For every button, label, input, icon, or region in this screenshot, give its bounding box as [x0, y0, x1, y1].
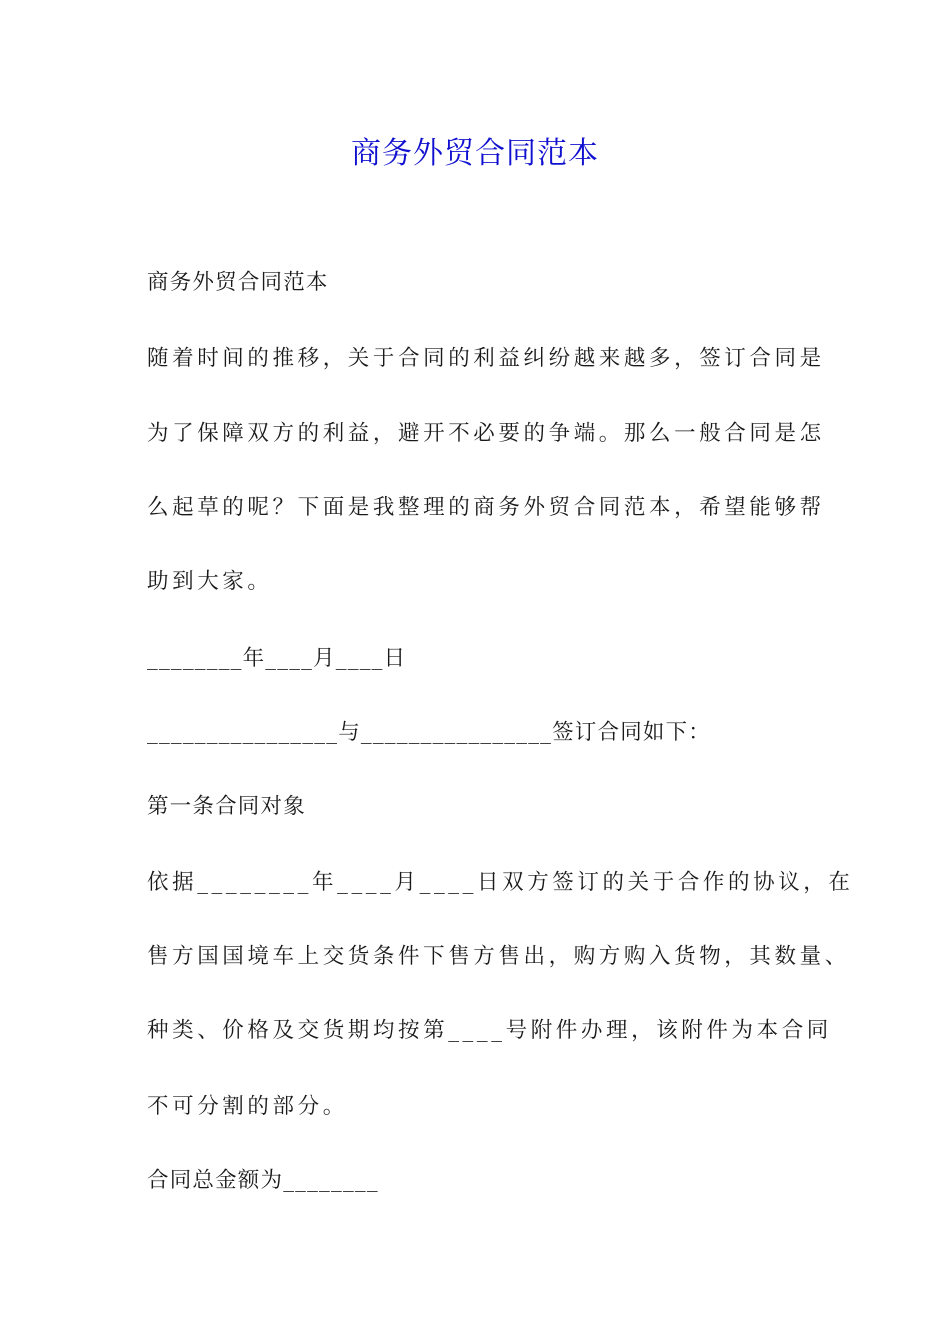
paragraph-line: 售方国国境车上交货条件下售方售出，购方购入货物，其数量、	[147, 944, 850, 969]
paragraph-line: 不可分割的部分。	[147, 1094, 348, 1119]
clause-heading: 第一条合同对象	[147, 794, 306, 819]
date-blank-line: ________年____月____日	[147, 646, 407, 671]
paragraph-line: 种类、价格及交货期均按第____号附件办理，该附件为本合同	[147, 1018, 832, 1043]
paragraph-line: 么起草的呢？下面是我整理的商务外贸合同范本，希望能够帮	[147, 495, 825, 520]
paragraph-line: 依据________年____月____日双方签订的关于合作的协议，在	[147, 870, 854, 895]
total-amount-line: 合同总金额为________	[147, 1168, 379, 1193]
parties-blank-line: ________________与________________签订合同如下：	[147, 720, 712, 745]
subtitle-line: 商务外贸合同范本	[147, 270, 329, 295]
document-title: 商务外贸合同范本	[351, 136, 599, 171]
paragraph-line: 随着时间的推移，关于合同的利益纠纷越来越多，签订合同是	[147, 346, 825, 371]
paragraph-line: 为了保障双方的利益，避开不必要的争端。那么一般合同是怎	[147, 421, 825, 446]
paragraph-line: 助到大家。	[147, 569, 273, 594]
